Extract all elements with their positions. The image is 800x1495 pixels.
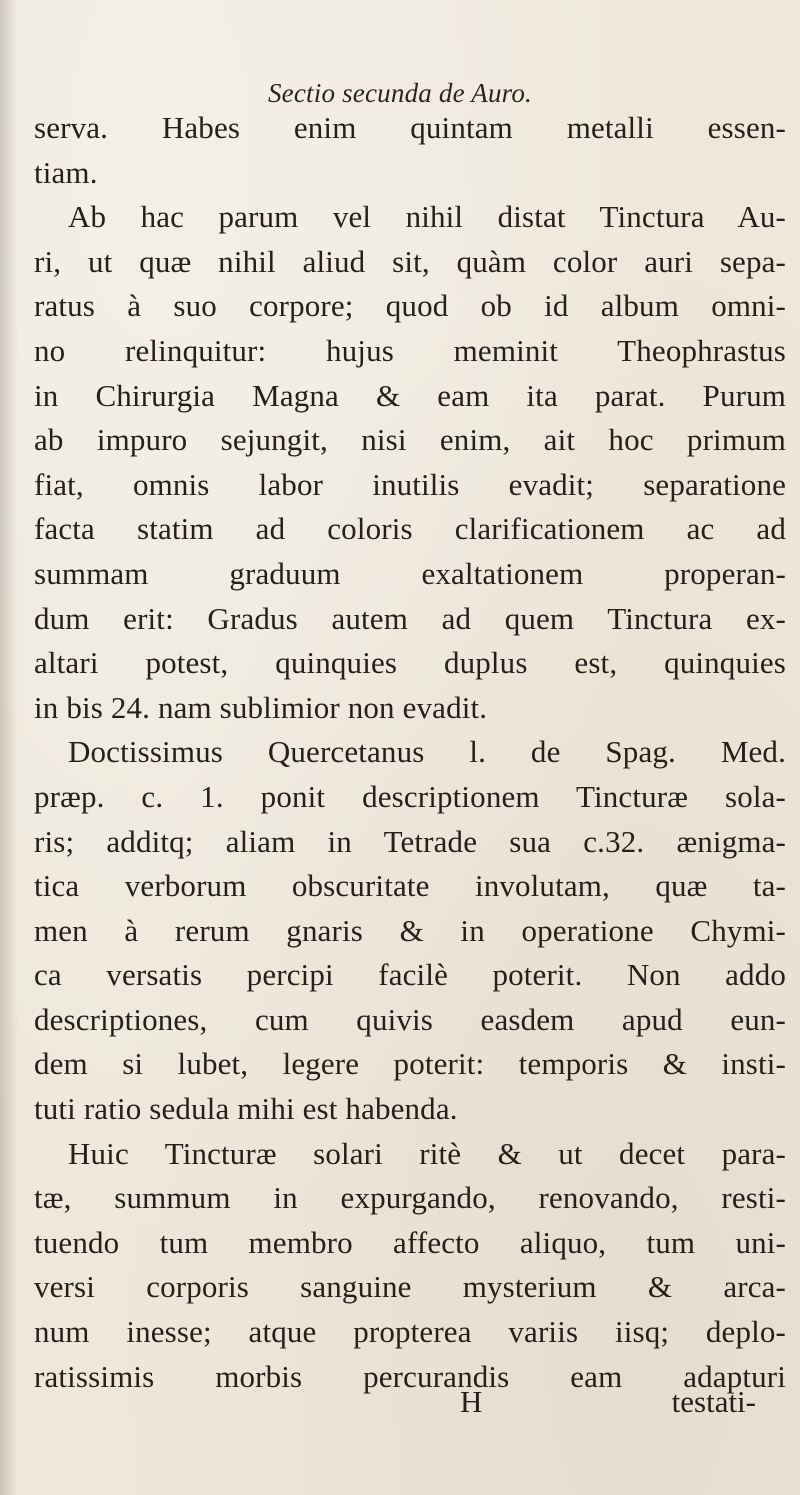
text-line: facta statim ad coloris clarificationem ac ad xyxy=(34,511,786,547)
text-line: Huic Tincturæ solari ritè & ut decet para- xyxy=(68,1135,786,1171)
text-line: ca versatis percipi facilè poterit. Non addo xyxy=(34,957,786,993)
text-line: tuti ratio sedula mihi est habenda. xyxy=(34,1091,458,1127)
text-line: Doctissimus Quercetanus l. de Spag. Med. xyxy=(68,734,786,770)
text-line: tæ, summum in expurgando, renovando, resti- xyxy=(34,1180,786,1216)
text-line: serva. Habes enim quintam metalli essen- xyxy=(34,110,786,145)
text-line: ratissimis morbis percurandis eam adapturi xyxy=(34,1358,786,1394)
catchword: testati- xyxy=(671,1384,756,1419)
text-line: altari potest, quinquies duplus est, quinquies xyxy=(34,645,786,681)
text-line: ri, ut quæ nihil aliud sit, quàm color auri sepa- xyxy=(34,243,786,279)
text-line: Ab hac parum vel nihil distat Tinctura Au- xyxy=(68,199,786,235)
text-line: tica verborum obscuritate involutam, quæ ta- xyxy=(34,868,786,904)
text-line: no relinquitur: hujus meminit Theophrastus xyxy=(34,332,786,368)
text-line: ratus à suo corpore; quod ob id album omni- xyxy=(34,288,786,324)
text-line: men à rerum gnaris & in operatione Chymi- xyxy=(34,912,786,948)
text-line: dum erit: Gradus autem ad quem Tinctura ex- xyxy=(34,600,786,636)
text-line: in Chirurgia Magna & eam ita parat. Purum xyxy=(34,377,786,413)
text-line: in bis 24. nam sublimior non evadit. xyxy=(34,689,488,725)
running-head: Sectio secunda de Auro. xyxy=(267,78,533,108)
text-line: tiam. xyxy=(34,154,98,190)
text-line: fiat, omnis labor inutilis evadit; separatione xyxy=(34,466,786,502)
text-line: summam graduum exaltationem properan- xyxy=(34,555,786,591)
text-line: descriptiones, cum quivis easdem apud eun- xyxy=(34,1001,786,1037)
main-text xyxy=(34,106,786,1399)
signature-mark: H xyxy=(460,1384,483,1419)
page-footer xyxy=(34,1380,786,1424)
text-line: ab impuro sejungit, nisi enim, ait hoc primum xyxy=(34,422,786,458)
text-line: tuendo tum membro affecto aliquo, tum uni- xyxy=(34,1224,786,1260)
text-line: versi corporis sanguine mysterium & arca- xyxy=(34,1269,786,1305)
text-line: dem si lubet, legere poterit: temporis & insti- xyxy=(34,1046,786,1082)
binding-shadow xyxy=(0,0,18,1495)
text-line: num inesse; atque propterea variis iisq; deplo- xyxy=(34,1314,786,1350)
text-line: præp. c. 1. ponit descriptionem Tincturæ sola- xyxy=(34,778,786,814)
text-line: ris; additq; aliam in Tetrade sua c.32. ænigma- xyxy=(34,823,786,859)
